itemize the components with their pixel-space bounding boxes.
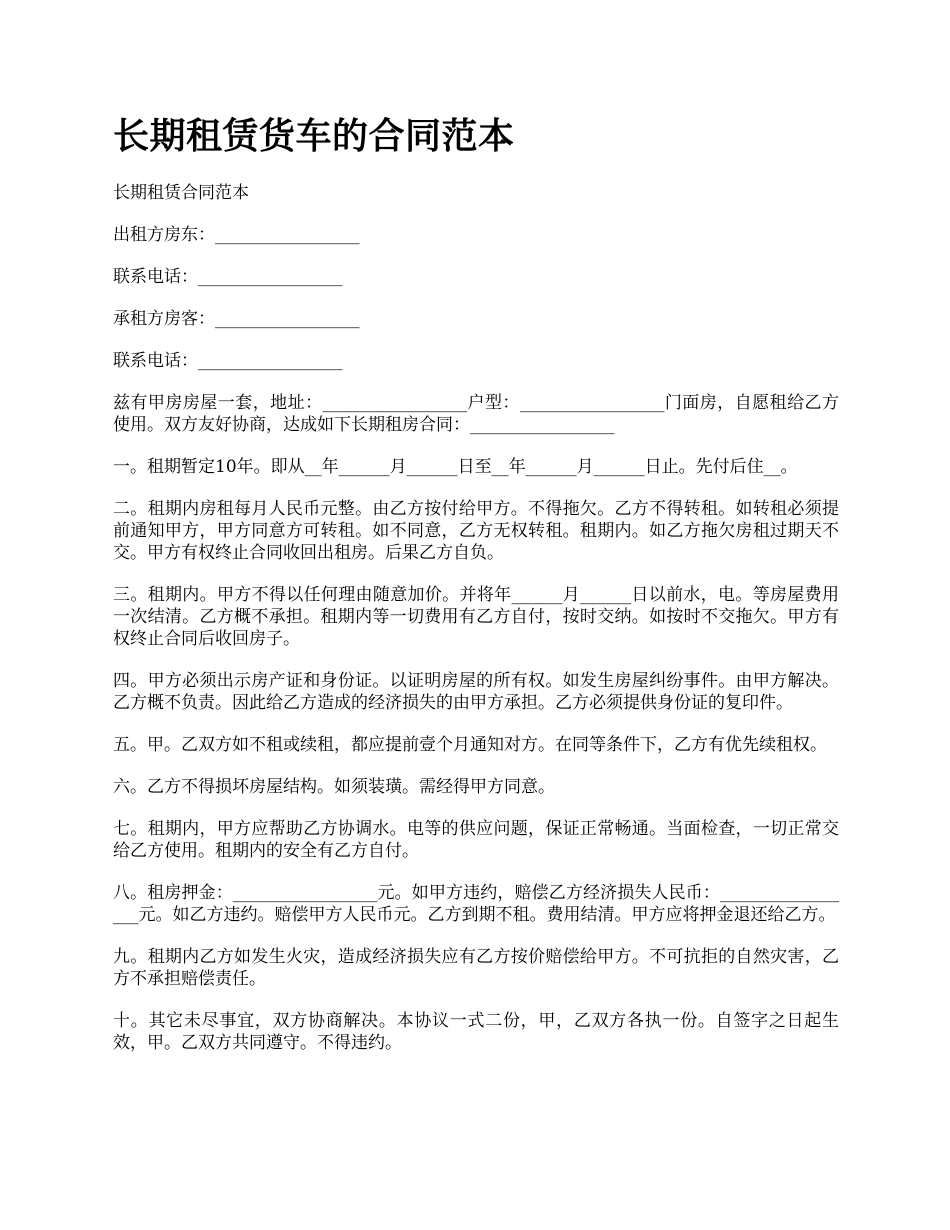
lessee-phone-field: 联系电话：_________________: [113, 351, 343, 371]
document-page: [113, 0, 839, 1054]
clause-3: 三。租期内。甲方不得以任何理由随意加价。并将年______月______日以前水，电。等房屋费用一次结清。乙方概不承担。租期内等一切费用有乙方自付，按时交纳。如按时不交拖欠。甲方有权终止合同后收回房子。: [113, 585, 839, 649]
document-title: 长期租赁货车的合同范本: [113, 115, 515, 157]
clause-9: 九。租期内乙方如发生火灾，造成经济损失应有乙方按价赔偿给甲方。不可抗拒的自然灾害，乙方不承担赔偿责任。: [113, 947, 839, 989]
clause-5: 五。甲。乙双方如不租或续租，都应提前壹个月通知对方。在同等条件下，乙方有优先续租权。: [113, 735, 827, 755]
lessor-field: 出租方房东：_________________: [113, 225, 360, 245]
document-subtitle: 长期租赁合同范本: [113, 183, 249, 203]
clause-8: 八。租房押金：_________________元。如甲方违约，赔偿乙方经济损失人民币：_________________元。如乙方违约。赔偿甲方人民币元。乙方到期不租。费用结清。甲方应将押金退还给乙方。: [113, 883, 839, 925]
clause-6: 六。乙方不得损坏房屋结构。如须装璜。需经得甲方同意。: [113, 777, 555, 797]
clause-1: 一。租期暂定10年。即从__年______月______日至__年______月______日止。先付后住__。: [113, 457, 798, 477]
lessor-phone-field: 联系电话：_________________: [113, 267, 343, 287]
intro-paragraph: 兹有甲房房屋一套，地址：_________________户型：_________________门面房，自愿租给乙方使用。双方友好协商，达成如下长期租房合同：_________________: [113, 393, 839, 435]
clause-7: 七。租期内，甲方应帮助乙方协调水。电等的供应问题，保证正常畅通。当面检查，一切正常交给乙方使用。租期内的安全有乙方自付。: [113, 819, 839, 861]
clause-4: 四。甲方必须出示房产证和身份证。以证明房屋的所有权。如发生房屋纠纷事件。由甲方解决。乙方概不负责。因此给乙方造成的经济损失的由甲方承担。乙方必须提供身份证的复印件。: [113, 671, 839, 713]
clause-2: 二。租期内房租每月人民币元整。由乙方按付给甲方。不得拖欠。乙方不得转租。如转租必须提前通知甲方，甲方同意方可转租。如不同意，乙方无权转租。租期内。如乙方拖欠房租过期天不交。甲方有权终止合同收回出租房。后果乙方自负。: [113, 499, 839, 563]
clause-10: 十。其它未尽事宜，双方协商解决。本协议一式二份，甲，乙双方各执一份。自签字之日起生效，甲。乙双方共同遵守。不得违约。: [113, 1011, 839, 1053]
lessee-field: 承租方房客：_________________: [113, 309, 360, 329]
